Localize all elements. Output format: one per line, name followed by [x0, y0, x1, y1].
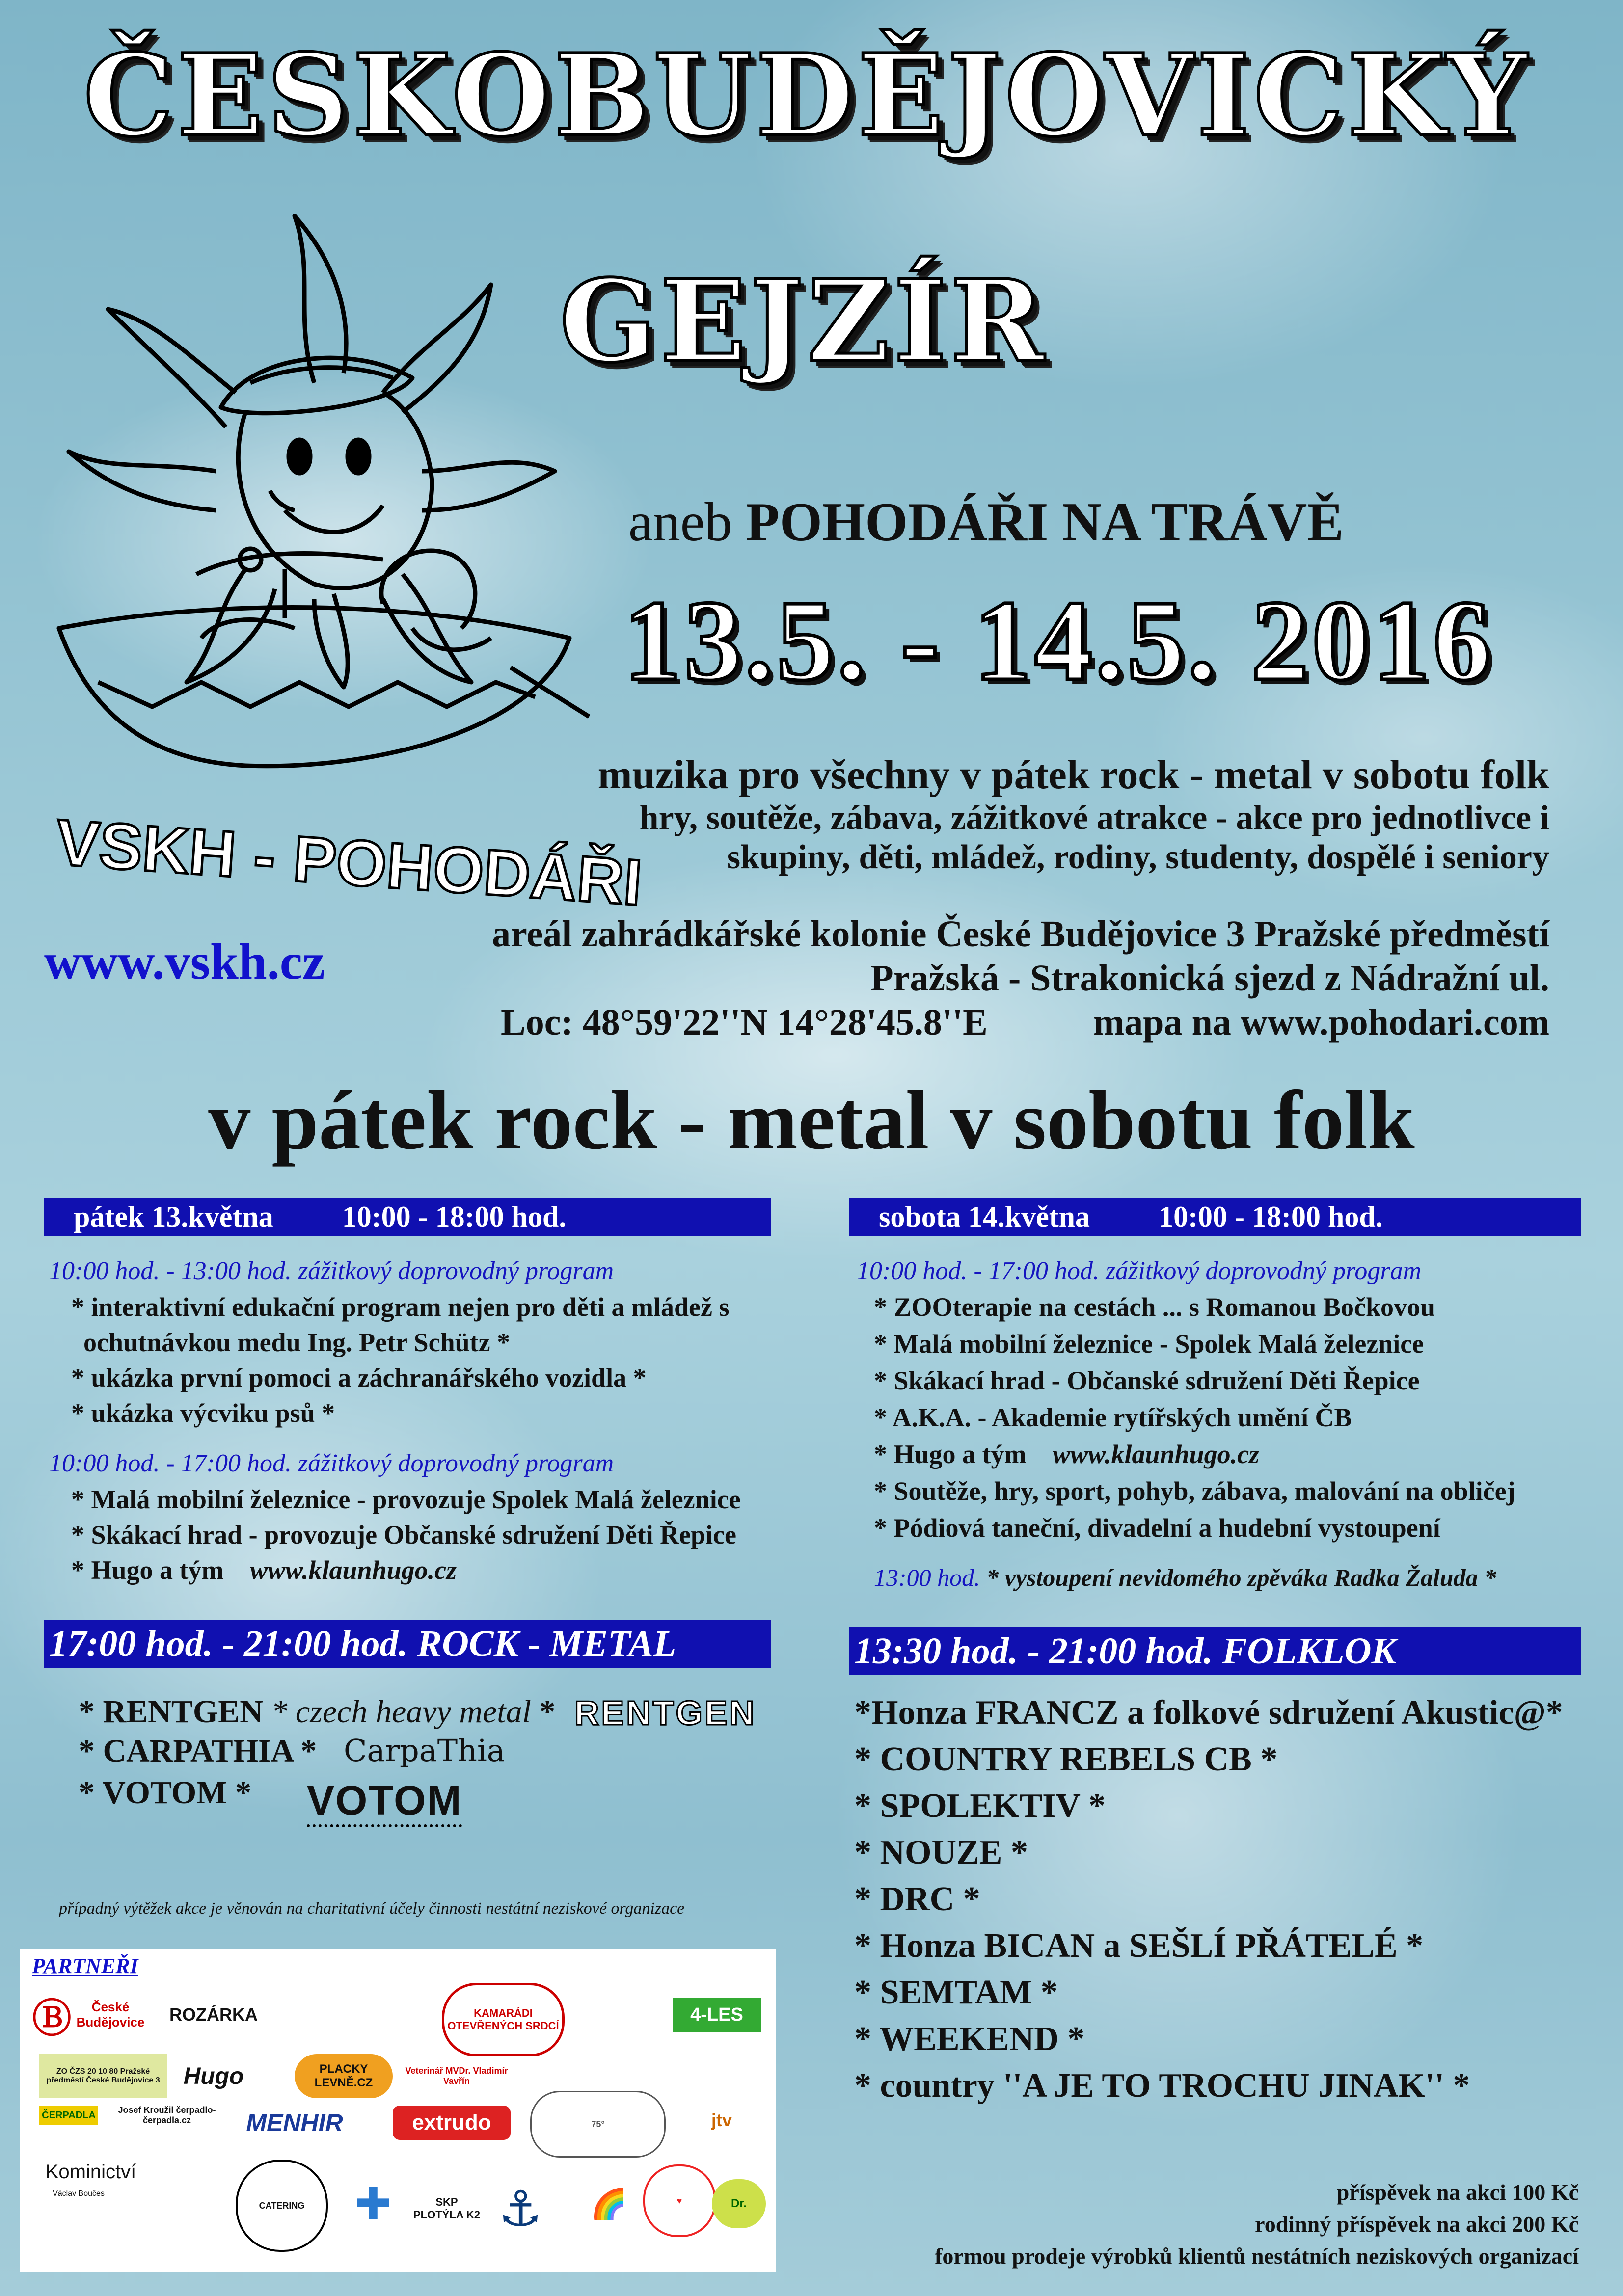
partner-logo: ZO ČZS 20 10 80 Pražské předměstí České Budějovice 3	[39, 2054, 167, 2098]
saturday-special-time: 13:00 hod.	[874, 1564, 980, 1591]
friday-hugo-label: * Hugo a tým	[71, 1555, 224, 1585]
price-line3: formou prodeje výrobků klientů nestátních neziskových organizací	[935, 2243, 1579, 2269]
organizer-logo-text: VSKH - POHODÁŘI	[54, 805, 645, 919]
partner-logo: ⚓	[498, 2181, 542, 2237]
intro-line2: hry, soutěže, zábava, zážitkové atrakce - akce pro jednotlivce i	[639, 799, 1549, 837]
saturday-day: sobota 14.května	[879, 1201, 1090, 1233]
partner-logo: 75°	[530, 2091, 666, 2158]
rock-metal-bar: 17:00 hod. - 21:00 hod. ROCK - METAL	[44, 1620, 771, 1668]
saturday-item: * Pódiová taneční, divadelní a hudební vystoupení	[874, 1513, 1440, 1543]
venue-line2: Pražská - Strakonická sjezd z Nádražní ul.	[870, 958, 1549, 999]
saturday-header-bar	[849, 1198, 1581, 1236]
folk-band: * Honza BICAN a SEŠLÍ PŘÁTELÉ *	[854, 1927, 1424, 1965]
band-rentgen-end: *	[531, 1694, 556, 1730]
partner-logo: Veterinář MVDr. Vladimír Vavřín	[405, 2066, 508, 2086]
partners-panel	[20, 1949, 776, 2272]
friday-block1-item: ochutnávkou medu Ing. Petr Schütz *	[83, 1328, 511, 1357]
partner-logo: ✚	[354, 2179, 392, 2229]
intro-line1: muzika pro všechny v pátek rock - metal v sobotu folk	[597, 752, 1549, 798]
partner-logo: ROZÁRKA	[169, 2004, 258, 2025]
partner-logo: Dr.	[712, 2179, 766, 2228]
event-title-line1: ČESKOBUDĚJOVICKÝ	[83, 29, 1531, 162]
subtitle-rest: POHODÁŘI NA TRÁVĚ	[746, 492, 1344, 553]
price-line1: příspěvek na akci 100 Kč	[1336, 2180, 1579, 2205]
saturday-item: * Skákací hrad - Občanské sdružení Děti Řepice	[874, 1366, 1420, 1395]
band-carpathia: * CARPATHIA *	[79, 1733, 317, 1769]
rentgen-logo: RENTGEN	[574, 1694, 757, 1732]
intro-line3: skupiny, děti, mládež, rodiny, studenty, dospělé i seniory	[727, 838, 1549, 876]
venue-location-row	[501, 1001, 1549, 1044]
program-headline: v pátek rock - metal v sobotu folk	[208, 1074, 1415, 1167]
friday-header-bar	[44, 1198, 771, 1236]
folk-band: * DRC *	[854, 1880, 980, 1918]
folk-band: * SPOLEKTIV *	[854, 1787, 1106, 1825]
saturday-hugo-url[interactable]: www.klaunhugo.cz	[1053, 1440, 1260, 1469]
sun-canoe-illustration	[39, 196, 604, 834]
saturday-special	[874, 1563, 1496, 1592]
partner-logo: Kominictví	[45, 2161, 136, 2183]
subtitle	[628, 491, 1344, 554]
saturday-special-text: * vystoupení nevidomého zpěváka Radka Žaluda *	[986, 1564, 1496, 1591]
saturday-item: * Malá mobilní železnice - Spolek Malá železnice	[874, 1329, 1424, 1359]
partner-logo: CATERING	[236, 2160, 328, 2252]
folklok-bar: 13:30 hod. - 21:00 hod. FOLKLOK	[849, 1627, 1581, 1675]
friday-hugo-item	[71, 1555, 457, 1585]
charity-note: případný výtěžek akce je věnován na charitativní účely činnosti nestátní neziskové organizace	[59, 1899, 685, 1918]
friday-time: 10:00 - 18:00 hod.	[342, 1201, 567, 1233]
folk-band: * country ''A JE TO TROCHU JINAK'' *	[854, 2067, 1470, 2105]
partner-logo: ♥	[643, 2164, 716, 2237]
band-rentgen-genre: * czech heavy metal	[271, 1694, 531, 1730]
friday-hugo-url[interactable]: www.klaunhugo.cz	[250, 1555, 457, 1585]
saturday-hugo-label: * Hugo a tým	[874, 1440, 1027, 1469]
folk-band: * COUNTRY REBELS CB *	[854, 1740, 1278, 1778]
partner-logo: ČERPADLA	[39, 2106, 98, 2125]
price-line2: rodinný příspěvek na akci 200 Kč	[1255, 2212, 1579, 2237]
saturday-item: * Soutěže, hry, sport, pohyb, zábava, malování na obličej	[874, 1476, 1515, 1506]
partner-logo: 🌈	[590, 2187, 627, 2220]
friday-block1-item: * ukázka první pomoci a záchranářského vozidla *	[71, 1363, 647, 1392]
folk-band: * SEMTAM *	[854, 1974, 1058, 2011]
venue-line1: areál zahrádkářské kolonie České Budějovice 3 Pražské předměstí	[492, 913, 1549, 955]
friday-block1-item: * ukázka výcviku psů *	[71, 1398, 335, 1428]
partner-logo: Ⓑ České Budějovice	[32, 1996, 145, 2040]
band-votom: * VOTOM *	[79, 1775, 251, 1811]
votom-logo: VOTOM	[307, 1777, 462, 1827]
saturday-block1-title: 10:00 hod. - 17:00 hod. zážitkový doprovodný program	[857, 1257, 1422, 1285]
event-dates: 13.5. - 14.5. 2016	[623, 577, 1494, 704]
friday-block2-title: 10:00 hod. - 17:00 hod. zážitkový doprovodný program	[49, 1449, 614, 1477]
folk-band: * NOUZE *	[854, 1834, 1028, 1871]
gps-coordinates: Loc: 48°59'22''N 14°28'45.8''E	[501, 1002, 988, 1043]
partner-logo: PLACKY LEVNĚ.CZ	[295, 2054, 393, 2098]
partner-logo: jtv	[711, 2110, 732, 2130]
friday-block1-item: * interaktivní edukační program nejen pro děti a mládež s	[71, 1292, 730, 1322]
saturday-time: 10:00 - 18:00 hod.	[1159, 1201, 1383, 1233]
partner-logo: extrudo	[393, 2106, 511, 2140]
friday-block1-title: 10:00 hod. - 13:00 hod. zážitkový doprovodný program	[49, 1257, 614, 1285]
partner-logo: Josef Kroužil čerpadlo-čerpadla.cz	[118, 2105, 216, 2125]
folk-band: *Honza FRANCZ a folkové sdružení Akustic@*	[854, 1694, 1563, 1732]
saturday-item: * A.K.A. - Akademie rytířských umění ČB	[874, 1403, 1352, 1432]
partner-logo: Václav Boučes	[53, 2189, 105, 2198]
subtitle-prefix: aneb	[628, 492, 732, 553]
partner-logo: MENHIR	[246, 2109, 343, 2136]
event-title-line2: GEJZÍR	[560, 255, 1049, 388]
saturday-hugo-item	[874, 1439, 1259, 1469]
friday-block2-item: * Malá mobilní železnice - provozuje Spolek Malá železnice	[71, 1485, 741, 1514]
friday-day: pátek 13.května	[74, 1201, 273, 1233]
band-rentgen-name: * RENTGEN	[79, 1694, 263, 1730]
band-rentgen	[79, 1693, 555, 1731]
partners-title: PARTNEŘI	[32, 1954, 138, 1978]
saturday-item: * ZOOterapie na cestách ... s Romanou Bočkovou	[874, 1292, 1435, 1322]
website-link[interactable]: www.vskh.cz	[44, 934, 325, 990]
partner-logo: KAMARÁDI OTEVŘENÝCH SRDCÍ	[442, 1983, 565, 2056]
folk-band: * WEEKEND *	[854, 2020, 1085, 2058]
partner-logo: 4-LES	[673, 1998, 761, 2032]
partner-logo: Hugo	[183, 2063, 244, 2089]
carpathia-logo: CarpaThia	[344, 1733, 505, 1768]
partner-logo: SKP PLOTÝLA K2	[413, 2196, 481, 2221]
friday-block2-item: * Skákací hrad - provozuje Občanské sdružení Děti Řepice	[71, 1520, 737, 1549]
map-link[interactable]: mapa na www.pohodari.com	[1093, 1002, 1549, 1043]
